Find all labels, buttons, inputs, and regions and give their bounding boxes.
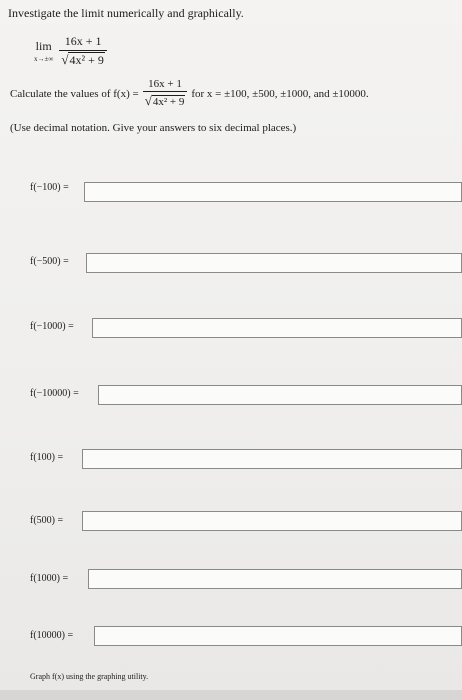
answer-input-10000[interactable] [94,626,462,646]
answer-input-100[interactable] [82,449,462,469]
answer-row-500 [30,515,63,526]
answer-input-500[interactable] [82,511,462,531]
answer-label: f(−1000) = [30,321,74,332]
answer-label: f(100) = [30,452,64,463]
answer-input-neg1000[interactable] [92,318,462,338]
answer-label: f(−100) = [30,182,69,193]
calculate-prefix: Calculate the values of f(x) = [10,87,139,100]
answer-row-1000 [30,573,68,584]
instruction-text: Investigate the limit numerically and graphically. [8,6,244,20]
limit-numerator: 16x + 1 [64,34,102,48]
limit-radicand: 4x² + 9 [69,53,104,67]
function-fraction [143,78,188,109]
answer-input-neg500[interactable] [86,253,462,273]
decimal-note: (Use decimal notation. Give your answers to six decimal places.) [10,122,297,134]
calculate-suffix: for x = ±100, ±500, ±1000, and ±10000. [191,87,369,100]
answer-label: f(500) = [30,515,64,526]
answer-input-neg10000[interactable] [98,385,462,405]
limit-subscript: x→±∞ [34,55,54,63]
answer-row-100 [30,452,63,463]
function-denominator [143,91,188,109]
answer-input-neg100[interactable] [84,182,462,202]
answer-row-neg1000 [30,321,74,332]
radical-sign: √ [61,52,69,67]
graph-instruction: Graph f(x) using the graphing utility. [30,672,149,681]
function-radicand: 4x² + 9 [152,96,185,108]
radical-sign: √ [144,93,152,108]
limit-expression [34,34,107,68]
answer-row-10000 [30,630,73,641]
limit-word: lim [35,39,52,53]
limit-fraction [59,34,107,68]
limit-operator [34,39,53,63]
answer-row-neg10000 [30,388,79,399]
answer-label: f(−500) = [30,256,69,267]
answer-label: f(−10000) = [30,388,79,399]
limit-denominator [59,50,107,68]
sqrt-symbol [61,52,105,68]
answer-row-neg500 [30,256,69,267]
calculate-line [10,78,369,109]
page-bottom-edge [0,690,462,700]
answer-row-neg100 [30,182,69,193]
answer-label: f(10000) = [30,630,74,641]
answer-input-1000[interactable] [88,569,462,589]
sqrt-symbol [145,93,186,109]
answer-label: f(1000) = [30,573,69,584]
function-numerator: 16x + 1 [148,78,182,90]
